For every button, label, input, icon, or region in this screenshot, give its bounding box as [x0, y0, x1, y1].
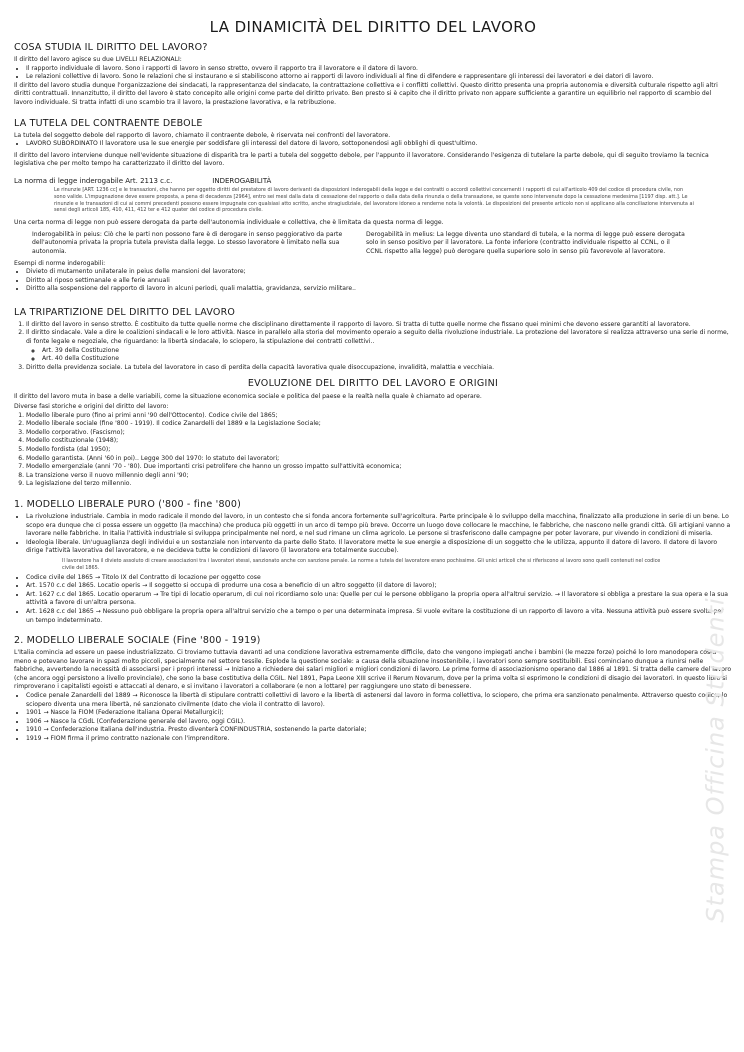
document-page	[14, 8, 732, 744]
list-item: • Diritto al riposo settimanale e alle ferie annuali	[26, 277, 732, 286]
list-item: • Il rapporto individuale di lavoro. Sono i rapporti di lavoro in senso stretto, ovvero il rapporto tra il lavoratore e il datore di lavoro.	[26, 65, 732, 74]
bullet-list	[14, 513, 732, 556]
numbered-list	[14, 412, 732, 489]
bullet-list	[14, 140, 732, 149]
list-item: • Art. 1627 c.c del 1865. Locatio operarum → Tre tipi di locatio operarum, di cui noi ricordiamo solo una: Quelle per cui le persone obbligano la propria opera all'altrui servizio. → Il lavoratore si obbliga a prestare la sua opera e la sua attività a favore di un'altra persona.	[26, 591, 732, 608]
paragraph: Il diritto del lavoro interviene dunque nell'evidente situazione di disparità tra le parti a tutela del soggetto debole, per l'appunto il lavoratore. Considerando l'esigenza di tutelare la parte debole, qui di seguito troviamo la tecnica legislativa che per molto tempo ha caratterizzato il diritto del lavoro.	[14, 151, 709, 168]
list-item: • 1901 → Nasce la FIOM (Federazione Italiana Operai Metallurgici);	[26, 709, 732, 718]
list-item: 5. Modello fordista (dal 1950);	[26, 446, 732, 455]
list-item: ◦ Art. 39 della Costituzione	[42, 347, 732, 356]
paragraph: Il diritto del lavoro muta in base a delle variabili, come la situazione economica sociale e politica del paese e la realtà nella quale è chiamato ad operare.	[14, 393, 482, 401]
bullet-list	[14, 65, 732, 82]
paragraph: Il diritto del lavoro agisce su due LIVELLI RELAZIONALI:	[14, 56, 182, 63]
list-item: • LAVORO SUBORDINATO Il lavoratore usa le sue energie per soddisfare gli interessi del datore di lavoro, sottoponendosi agli obblighi di quest'ultimo.	[26, 140, 732, 149]
list-item: • 1910 → Confederazione Italiana dell'industria. Presto diventerà CONFINDUSTRIA, sostenendo la parte datoriale;	[26, 726, 732, 735]
page-title: LA DINAMICITÀ DEL DIRITTO DEL LAVORO	[209, 18, 537, 36]
section-heading-tripartizione: LA TRIPARTIZIONE DEL DIRITTO DEL LAVORO	[14, 306, 236, 318]
list-item: • Divieto di mutamento unilaterale in peius delle mansioni del lavoratore;	[26, 268, 732, 277]
paragraph: Diverse fasi storiche e origini del diritto del lavoro:	[14, 403, 169, 411]
list-item: 9. La legislazione del terzo millennio.	[26, 480, 732, 489]
quoted-note: Il lavoratore ha il divieto assoluto di creare associazioni tra i lavoratori stessi, sanzionato anche con sanzione penale. Le norme a tutela del lavoratore erano pochissime. Gli unici articoli che si riferiscono al lavoro sono quelli contenuti nel codice civile del 1865.	[62, 557, 661, 571]
two-column-definitions	[32, 231, 732, 257]
list-item: • La rivoluzione industriale. Cambia in modo radicale il mondo del lavoro, in un contesto che si fonda ancora fortemente sull'agricoltura. Parte principale è lo sviluppo della macchina, finalizzato alla produzione in serie di un bene. Lo scopo era dunque che ci possa essere un oggetto (la macchina) che produca più oggetti in un arco di tempo più breve. Occorre un luogo dove collocare le macchine, le fabbriche, che nascono nelle grandi città. Gli artigiani vanno a lavorare nelle fabbriche. In Italia l'attività industriale si sviluppa principalmente nel nord, e nel sud rimane un clima agricolo. Le persone si trasferiscono dalle campagne per poter lavorare, pur vivendo in condizioni di miseria.	[26, 513, 732, 539]
norma-heading-left: La norma di legge inderogabile Art. 2113 c.c.	[14, 176, 173, 185]
list-item-text: Il diritto sindacale. Vale a dire le coalizioni sindacali e le loro attività. Nasce in parallelo alla storia del movimento operaio a seguito della rivoluzione industriale. La protezione del lavoratore si realizza attraverso una serie di norme, di fonte legale e negoziale, che riguardano: la libertà sindacale, lo sciopero, la stipulazione dei contratti collettivi..	[26, 329, 729, 346]
section-heading-liberale-puro: 1. MODELLO LIBERALE PURO ('800 - fine '800)	[14, 498, 242, 510]
list-item: 3. Modello corporativo. (Fascismo);	[26, 429, 732, 438]
paragraph: L'Italia comincia ad essere un paese industrializzato. Ci troviamo tuttavia davanti ad una condizione lavorativa estremamente difficile, dato che vengono impiegati anche i bambini (le mezze forze) poiché lo loro manodopera costa meno e potevano lavorare in spazi molto piccoli, specialmente nel settore tessile. Esplode la questione sociale: a causa della situazione insostenibile, i lavoratori sono sempre sostituibili. Essi cominciano dunque a riunirsi nelle fabbriche, avvertendo la necessità di associarsi per i propri interessi → Iniziano a richiedere dei salari migliori e migliori condizioni di lavoro. Le prime forme di associazionismo operano dal 1886 al 1891. Si tratta delle camere del lavoro (che ancora oggi persistono a livello provinciale), che sono la base costitutiva della CGIL. Nel 1891, Papa Leone XIII scrive il Rerum Novarum, dove per la prima volta si esprimono le condizioni di disagio dei lavoratori. In questo libro si rimproverano i capitalisti egoisti e attaccati al denaro, e si invitano i lavoratori a collaborare (e non a lottare) per raggiungere uno stato di benessere.	[14, 649, 732, 691]
list-item: • Diritto alla sospensione del rapporto di lavoro in alcuni periodi, quali malattia, gravidanza, servizio militare..	[26, 285, 732, 294]
section-heading-norma	[14, 177, 732, 185]
list-item: • Art. 1570 c.c del 1865. Locatio operis → Il soggetto si occupa di produrre una cosa a beneficio di un altro soggetto (il datore di lavoro);	[26, 582, 732, 591]
bullet-list	[14, 268, 732, 294]
list-item: • 1919 → FIOM firma il primo contratto nazionale con l'imprenditore.	[26, 735, 732, 744]
bullet-list	[14, 574, 732, 626]
list-item: 6. Modello garantista. (Anni '60 in poi).. Legge 300 del 1970: lo statuto dei lavoratori;	[26, 455, 732, 464]
list-item: 1. Modello liberale puro (fino ai primi anni '90 dell'Ottocento). Codice civile del 1865;	[26, 412, 732, 421]
list-item: 2. Modello liberale sociale (fine '800 - 1919). Il codice Zanardelli del 1889 e la Legislazione Sociale;	[26, 420, 732, 429]
watermark	[704, 520, 728, 1000]
section-heading-cosa-studia: COSA STUDIA IL DIRITTO DEL LAVORO?	[14, 42, 208, 53]
section-heading-liberale-sociale: 2. MODELLO LIBERALE SOCIALE (Fine '800 - 1919)	[14, 635, 261, 647]
section-heading-tutela: LA TUTELA DEL CONTRAENTE DEBOLE	[14, 117, 203, 129]
numbered-list	[14, 321, 732, 373]
list-item: 1. Il diritto del lavoro in senso stretto. È costituito da tutte quelle norme che disciplinano direttamente il rapporto di lavoro. Si tratta di tutte quelle norme che fissano quei minimi che devono essere garantiti al lavoratore.	[26, 321, 732, 330]
paragraph: Il diritto del lavoro studia dunque l'organizzazione dei sindacati, la rappresentanza del sindacato, la contrattazione collettiva e i conflitti collettivi. Questo diritto presenta una propria autonomia e diversità culturale rispetto agli altri diritti contrattuali. Innanzitutto, il diritto del lavoro è stato concepito alle origini come parte del diritto privato. Ben presto si è capito che il diritto privato non appare sufficiente a garantire un equilibrio nel rapporto di scambio del lavoro individuale. Si tratta infatti di uno scambio tra il lavoro, la prestazione lavorativa, e la retribuzione.	[14, 81, 718, 106]
list-item: • Le relazioni collettive di lavoro. Sono le relazioni che si instaurano e si stabiliscono attorno ai rapporti di lavoro individuali al fine di difendere e rappresentare gli interessi dei lavoratori e dei datori di lavoro.	[26, 73, 732, 82]
list-item: • Codice civile del 1865 → Titolo IX del Contratto di locazione per oggetto cose	[26, 574, 732, 583]
list-item: • Codice penale Zanardelli del 1889 → Riconosce la libertà di stipulare contratti collettivi di lavoro e la libertà di astenersi dal lavoro in forma collettiva, lo sciopero, che prima era sanzionato penalmente. Attraverso questo codice, lo sciopero diventa una mera libertà, né sanzionato civilmente (dato che viola il contratto di lavoro).	[26, 692, 732, 709]
list-item: • Ideologia liberale. Un'uguaglianza degli individui e un sostanziale non intervento da parte dello Stato. Il lavoratore mette le sue energie a disposizione di un soggetto che le utilizza, appunto il datore di lavoro. Il datore di lavoro dirige l'attività lavorativa del lavoratore, e ne decideva tutte le condizioni di lavoro (il lavoratore era totalmente succube).	[26, 539, 732, 556]
list-item: • 1906 → Nasce la CGdL (Confederazione generale del lavoro, oggi CGIL).	[26, 718, 732, 727]
paragraph: Esempi di norme inderogabili:	[14, 259, 106, 267]
watermark-text: Stampa Officina Studenti	[702, 597, 730, 923]
list-item: ◦ Art. 40 della Costituzione	[42, 355, 732, 364]
definition-in-peius: Inderogabilità in peius: Ciò che le parti non possono fare è di derogare in senso peggiorativo da parte dell'autonomia privata la propria tutela prevista dalla legge. Lo stesso lavoratore è limitato nella sua autonomia.	[32, 230, 343, 255]
list-item: 7. Modello emergenziale (anni '70 - '80). Due importanti crisi petrolifere che hanno un grosso impatto sull'attività economica;	[26, 463, 732, 472]
list-item: 3. Diritto della previdenza sociale. La tutela del lavoratore in caso di perdita della capacità lavorativa quale disoccupazione, invalidità, malattia e vecchiaia.	[26, 364, 732, 373]
bullet-list	[14, 692, 732, 744]
list-item: 8. La transizione verso il nuovo millennio degli anni '90;	[26, 472, 732, 481]
list-item: • Art. 1628 c.c del 1865 → Nessuno può obbligare la propria opera all'altrui servizio che a tempo o per una determinata impresa. Si vuole evitare la costituzione di un rapporto di lavoro a vita. Nessuna attività può essere svolta per un tempo indeterminato.	[26, 608, 732, 625]
definition-in-melius: Derogabilità in melius: La legge diventa uno standard di tutela, e la norma di legge può essere derogata solo in senso positivo per il lavoratore. La fonte inferiore (contratto individuale rispetto al CCNL, o il CCNL rispetto alla legge) può derogare quella superiore solo in senso più favorevole al lavoratore.	[366, 230, 685, 255]
sub-bullet-list	[26, 347, 732, 364]
list-item	[26, 329, 732, 363]
section-title-evoluzione: EVOLUZIONE DEL DIRITTO DEL LAVORO E ORIGINI	[247, 378, 499, 390]
quoted-article: Le rinunzie [ART. 1236 cc] e le transazioni, che hanno per oggetto diritti del prestatore di lavoro derivanti da disposizioni inderogabili della legge e dei contratti o accordi collettivi concernenti i rapporti di cui all'articolo 409 del codice di procedura civile, non sono valide. L'impugnazione deve essere proposta, a pena di decadenza [2964], entro sei mesi dalla data di cessazione del rapporto o dalla data della rinunzia o della transazione, se queste sono intervenute dopo la cessazione medesima [1197 disp. att.]. Le rinunzie e le transazioni di cui ai commi precedenti possono essere impugnate con qualsiasi atto scritto, anche stragiudiziale, del lavoratore idoneo a renderne nota la volontà. Le disposizioni del presente articolo non si applicano alla conciliazione intervenuta ai sensi degli articoli 185, 410, 411, 412 ter e 412 quater del codice di procedura civile.	[54, 186, 694, 214]
list-item: 4. Modello costituzionale (1948);	[26, 437, 732, 446]
paragraph: La tutela del soggetto debole del rapporto di lavoro, chiamato il contraente debole, è riservata nei confronti del lavoratore.	[14, 131, 391, 139]
norma-heading-right: INDEROGABILITÀ	[212, 176, 272, 185]
paragraph: Una certa norma di legge non può essere derogata da parte dell'autonomia individuale e collettiva, che è limitata da questa norma di legge.	[14, 219, 444, 227]
